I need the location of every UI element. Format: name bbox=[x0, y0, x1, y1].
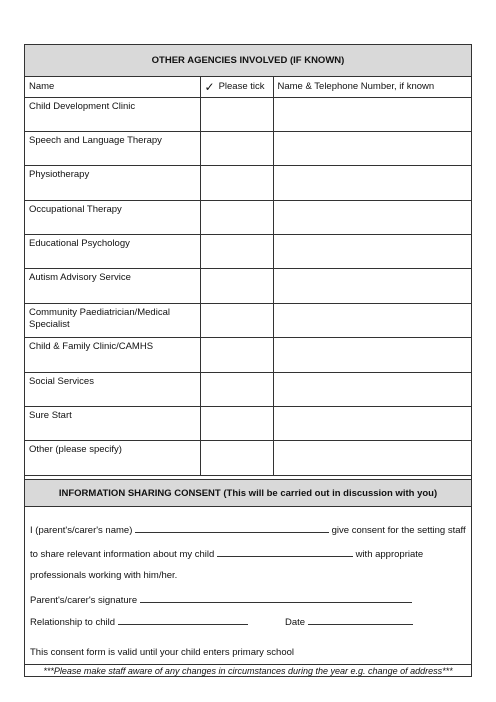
signature-label: Parent's/carer's signature bbox=[30, 595, 138, 606]
agency-row bbox=[25, 97, 471, 131]
date-label: Date bbox=[285, 617, 306, 628]
agencies-header-row bbox=[25, 77, 471, 97]
agency-row bbox=[25, 166, 471, 200]
agency-name: Child Development Clinic bbox=[25, 97, 200, 131]
consent-line-3: professionals working with him/her. bbox=[30, 570, 178, 581]
agency-tick-box[interactable] bbox=[200, 166, 273, 200]
agency-row bbox=[25, 303, 471, 337]
agency-tick-box[interactable] bbox=[200, 269, 273, 303]
agency-name: Speech and Language Therapy bbox=[25, 131, 200, 165]
agency-contact-field[interactable] bbox=[273, 166, 471, 200]
parent-name-field[interactable] bbox=[135, 523, 329, 533]
agency-contact-field[interactable] bbox=[273, 303, 471, 337]
consent-line-2 bbox=[30, 547, 423, 560]
agency-tick-box[interactable] bbox=[200, 372, 273, 406]
date-field[interactable] bbox=[308, 615, 413, 625]
agency-row bbox=[25, 338, 471, 372]
agency-name: Child & Family Clinic/CAMHS bbox=[25, 338, 200, 372]
agency-name: Sure Start bbox=[25, 407, 200, 441]
agency-tick-box[interactable] bbox=[200, 441, 273, 475]
agency-row bbox=[25, 269, 471, 303]
child-label: to share relevant information about my child bbox=[30, 549, 215, 560]
agency-tick-box[interactable] bbox=[200, 303, 273, 337]
agency-contact-field[interactable] bbox=[273, 338, 471, 372]
agency-name: Community Paediatrician/Medical Specialist bbox=[25, 303, 200, 337]
agency-contact-field[interactable] bbox=[273, 407, 471, 441]
agency-contact-field[interactable] bbox=[273, 235, 471, 269]
contact-column-header: Name & Telephone Number, if known bbox=[273, 77, 471, 97]
agency-row bbox=[25, 441, 471, 475]
name-column-header: Name bbox=[25, 77, 200, 97]
consent-line-1 bbox=[30, 523, 466, 536]
agency-name: Physiotherapy bbox=[25, 166, 200, 200]
agency-tick-box[interactable] bbox=[200, 97, 273, 131]
agency-name: Social Services bbox=[25, 372, 200, 406]
consent-text: with appropriate bbox=[355, 549, 424, 560]
agency-tick-box[interactable] bbox=[200, 407, 273, 441]
agency-contact-field[interactable] bbox=[273, 441, 471, 475]
agency-name: Educational Psychology bbox=[25, 235, 200, 269]
relationship-line bbox=[30, 615, 248, 628]
agency-contact-field[interactable] bbox=[273, 97, 471, 131]
relationship-label: Relationship to child bbox=[30, 617, 116, 628]
agency-tick-box[interactable] bbox=[200, 338, 273, 372]
footer-note: ***Please make staff aware of any changes in circumstances during the year e.g. change of address*** bbox=[25, 664, 471, 677]
relationship-field[interactable] bbox=[118, 615, 248, 625]
tick-mark-icon: ✓ bbox=[204, 80, 215, 94]
agency-row bbox=[25, 235, 471, 269]
tick-column-header bbox=[200, 77, 273, 97]
signature-line bbox=[30, 593, 412, 606]
agency-name: Occupational Therapy bbox=[25, 200, 200, 234]
date-line bbox=[285, 615, 413, 628]
agencies-table bbox=[25, 77, 471, 476]
agency-row bbox=[25, 407, 471, 441]
agency-contact-field[interactable] bbox=[273, 200, 471, 234]
agency-contact-field[interactable] bbox=[273, 131, 471, 165]
agency-name: Autism Advisory Service bbox=[25, 269, 200, 303]
agency-contact-field[interactable] bbox=[273, 269, 471, 303]
agency-row bbox=[25, 372, 471, 406]
consent-text: give consent for the setting staff bbox=[331, 525, 466, 536]
agency-contact-field[interactable] bbox=[273, 372, 471, 406]
parent-name-label: I (parent's/carer's name) bbox=[30, 525, 133, 536]
tick-column-label: Please tick bbox=[218, 81, 265, 92]
agency-tick-box[interactable] bbox=[200, 235, 273, 269]
consent-title: INFORMATION SHARING CONSENT (This will be carried out in discussion with you) bbox=[25, 479, 471, 507]
validity-note: This consent form is valid until your child enters primary school bbox=[30, 647, 294, 658]
agencies-title: OTHER AGENCIES INVOLVED (IF KNOWN) bbox=[25, 45, 471, 77]
agency-tick-box[interactable] bbox=[200, 131, 273, 165]
agencies-consent-form bbox=[24, 44, 472, 677]
agency-tick-box[interactable] bbox=[200, 200, 273, 234]
agency-name: Other (please specify) bbox=[25, 441, 200, 475]
child-name-field[interactable] bbox=[217, 547, 353, 557]
agency-row bbox=[25, 131, 471, 165]
agency-row bbox=[25, 200, 471, 234]
signature-field[interactable] bbox=[140, 593, 412, 603]
